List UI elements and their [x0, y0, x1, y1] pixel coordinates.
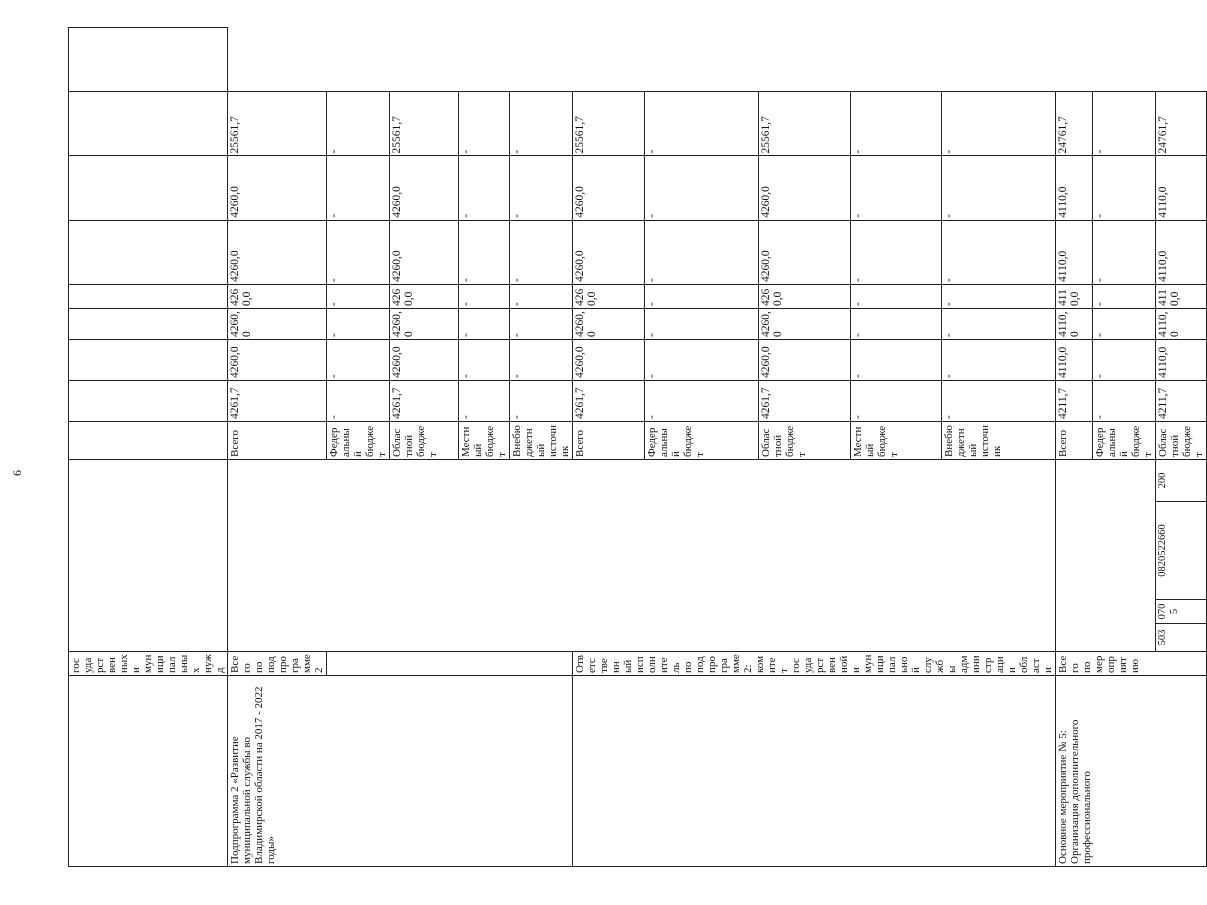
value-cell: 4260,0	[758, 156, 850, 220]
funding-source-cell: Внебюджетный источник	[510, 422, 573, 460]
rotated-table-wrapper	[68, 27, 1205, 867]
funding-source-cell: Всего	[573, 422, 645, 460]
value-cell: -	[942, 340, 1056, 381]
value-cell: 4260,0	[758, 309, 850, 340]
executor-cell: Ответственный исполнитель по подпрограмме 2: комитет государственной и муниципальной службы администрации области	[573, 652, 1056, 676]
value-cell: -	[645, 92, 759, 156]
label-empty-cell	[327, 652, 573, 676]
measure-total-label-cell: Всего по мероприятию	[1056, 652, 1207, 676]
value-cell: -	[459, 309, 510, 340]
value-cell: -	[850, 309, 942, 340]
value-cell: -	[645, 340, 759, 381]
value-cell: 4260,0	[390, 285, 459, 309]
value-cell: -	[459, 285, 510, 309]
budget-code-cell: 0820522660	[1156, 502, 1207, 600]
budget-code-cell: 0705	[1156, 600, 1207, 624]
value-cell: 4110,0	[1056, 220, 1093, 284]
value-cell: 4260,0	[573, 220, 645, 284]
value-cell: -	[510, 381, 573, 422]
funding-source-cell: Областной бюджет	[1156, 422, 1207, 460]
value-cell: -	[327, 340, 390, 381]
subprogram-name-cell: Подпрограмма 2 «Развитие муниципальной службы во Владимирской области на 2017 - 2022 годы»	[228, 676, 573, 867]
table-row	[1056, 28, 1093, 867]
value-cell: 4260,0	[390, 156, 459, 220]
value-cell: -	[850, 220, 942, 284]
value-cell: 4260,0	[573, 285, 645, 309]
value-cell: 24761,7	[1156, 92, 1207, 156]
value-cell: -	[850, 156, 942, 220]
header-text-cell: государственных и муниципальных нужд	[69, 652, 228, 676]
header-empty-cell	[69, 309, 228, 340]
value-cell: 4110,0	[1156, 309, 1207, 340]
value-cell: -	[459, 92, 510, 156]
value-cell: -	[942, 220, 1056, 284]
funding-source-cell: Местный бюджет	[459, 422, 510, 460]
value-cell: -	[510, 220, 573, 284]
value-cell: -	[459, 340, 510, 381]
value-cell: 25561,7	[573, 92, 645, 156]
funding-source-cell: Федеральный бюджет	[645, 422, 759, 460]
codes-empty-cell	[1056, 460, 1156, 652]
value-cell: -	[942, 285, 1056, 309]
value-cell: -	[1093, 220, 1156, 284]
value-cell: -	[1093, 92, 1156, 156]
value-cell: -	[327, 156, 390, 220]
header-empty-cell	[69, 92, 228, 156]
page-number: 6	[10, 470, 24, 476]
value-cell: -	[459, 381, 510, 422]
value-cell: -	[942, 92, 1056, 156]
value-cell: -	[510, 156, 573, 220]
funding-source-cell: Федеральный бюджет	[1093, 422, 1156, 460]
value-cell: -	[942, 156, 1056, 220]
value-cell: -	[850, 340, 942, 381]
value-cell: -	[459, 220, 510, 284]
value-cell: 4260,0	[758, 340, 850, 381]
header-empty-cell	[69, 460, 228, 652]
value-cell: 4260,0	[573, 156, 645, 220]
table-row	[573, 28, 645, 867]
value-cell: -	[942, 309, 1056, 340]
value-cell: 4260,0	[758, 220, 850, 284]
subprogram-name-continued-cell	[573, 676, 1056, 867]
value-cell: -	[510, 92, 573, 156]
value-cell: -	[1093, 340, 1156, 381]
header-empty-cell	[69, 381, 228, 422]
value-cell: 4260,0	[228, 309, 327, 340]
value-cell: 24761,7	[1056, 92, 1093, 156]
value-cell: -	[459, 156, 510, 220]
value-cell: -	[327, 309, 390, 340]
value-cell: -	[510, 285, 573, 309]
value-cell: -	[645, 309, 759, 340]
value-cell: 4110,0	[1056, 340, 1093, 381]
value-cell: -	[645, 285, 759, 309]
value-cell: -	[942, 381, 1056, 422]
header-empty-cell	[69, 422, 228, 460]
value-cell: -	[645, 156, 759, 220]
funding-source-cell: Местный бюджет	[850, 422, 942, 460]
funding-source-cell: Внебюджетный источник	[942, 422, 1056, 460]
header-empty-cell	[69, 28, 228, 92]
value-cell: 4110,0	[1156, 285, 1207, 309]
value-cell: 4260,0	[228, 285, 327, 309]
value-cell: 4110,0	[1056, 156, 1093, 220]
value-cell: 4260,0	[390, 220, 459, 284]
value-cell: 4110,0	[1156, 156, 1207, 220]
value-cell: -	[327, 381, 390, 422]
value-cell: 4260,0	[390, 340, 459, 381]
value-cell: -	[510, 309, 573, 340]
table-body	[69, 28, 1207, 867]
codes-empty-cell	[228, 460, 1056, 652]
subprogram-total-label-cell: Всего по подпрограмме 2	[228, 652, 327, 676]
value-cell: 4260,0	[228, 340, 327, 381]
value-cell: -	[645, 381, 759, 422]
funding-source-cell: Всего	[228, 422, 327, 460]
value-cell: -	[1093, 381, 1156, 422]
value-cell: -	[327, 92, 390, 156]
value-cell: 4260,0	[573, 340, 645, 381]
value-cell: -	[645, 220, 759, 284]
header-empty-cell	[69, 156, 228, 220]
value-cell: 25561,7	[758, 92, 850, 156]
value-cell: -	[327, 285, 390, 309]
value-cell: 4211,7	[1056, 381, 1093, 422]
value-cell: 4110,0	[1056, 309, 1093, 340]
value-cell: -	[1093, 309, 1156, 340]
value-cell: 4261,7	[228, 381, 327, 422]
header-empty-cell	[69, 220, 228, 284]
budget-code-cell: 503	[1156, 624, 1207, 652]
value-cell: 4260,0	[228, 220, 327, 284]
value-cell: 4260,0	[390, 309, 459, 340]
funding-source-cell: Областной бюджет	[390, 422, 459, 460]
funding-source-cell: Всего	[1056, 422, 1093, 460]
value-cell: 4261,7	[573, 381, 645, 422]
value-cell: 4261,7	[758, 381, 850, 422]
value-cell: -	[327, 220, 390, 284]
value-cell: 25561,7	[390, 92, 459, 156]
table-row	[228, 28, 327, 867]
header-empty-cell	[69, 285, 228, 309]
header-empty-cell	[69, 340, 228, 381]
value-cell: 4110,0	[1156, 340, 1207, 381]
value-cell: 25561,7	[228, 92, 327, 156]
budget-code-cell: 200	[1156, 460, 1207, 502]
value-cell: 4260,0	[758, 285, 850, 309]
budget-table	[68, 27, 1207, 867]
value-cell: -	[850, 285, 942, 309]
measure-name-cell: Основное мероприятие № 5: Организация дополнительного профессионального	[1056, 676, 1207, 867]
header-empty-cell	[69, 676, 228, 867]
value-cell: -	[510, 340, 573, 381]
value-cell: 4260,0	[573, 309, 645, 340]
value-cell: -	[850, 381, 942, 422]
funding-source-cell: Областной бюджет	[758, 422, 850, 460]
value-cell: 4110,0	[1056, 285, 1093, 309]
funding-source-cell: Федеральный бюджет	[327, 422, 390, 460]
value-cell: 4110,0	[1156, 220, 1207, 284]
value-cell: -	[1093, 285, 1156, 309]
value-cell: 4211,7	[1156, 381, 1207, 422]
value-cell: 4260,0	[228, 156, 327, 220]
value-cell: -	[1093, 156, 1156, 220]
value-cell: 4261,7	[390, 381, 459, 422]
value-cell: -	[850, 92, 942, 156]
